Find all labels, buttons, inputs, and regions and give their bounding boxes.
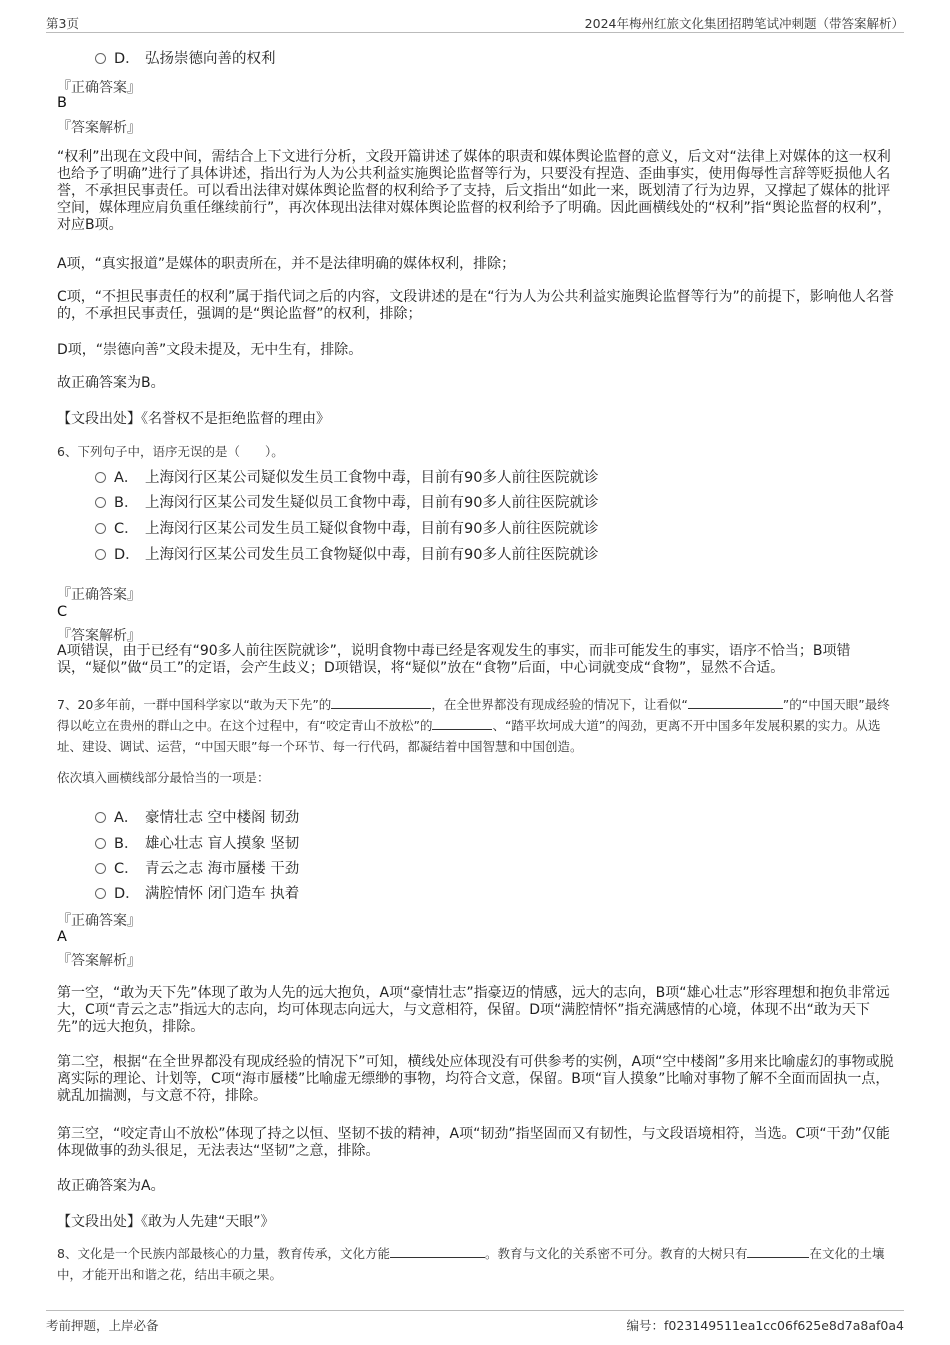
q7-instruction: 依次填入画横线部分最恰当的一项是： [57,770,270,785]
fill-blank [688,696,783,709]
page-header [46,12,904,33]
radio-icon[interactable] [95,812,106,823]
fill-blank [390,1245,485,1258]
fill-blank [747,1245,809,1258]
q6-answer: C [57,604,68,620]
q7-option-a[interactable]: A． 豪情壮志 空中楼阁 韧劲 [95,806,299,827]
q6-analysis-label: 『答案解析』 [57,628,141,644]
page-number: 第3页 [46,16,79,31]
q5-answer: B [57,95,67,111]
radio-icon[interactable] [95,863,106,874]
q7-analysis-para-1: 第一空，“敢为天下先”体现了敢为人先的远大抱负，A项“豪情壮志”指豪迈的情感，远大的志向，B项“雄心壮志”形容理想和抱负非常远大，C项“青云之志”指远大的志向，均可体现志向远大，与文意相符，保留。D项“满腔情怀”指充满感情的心境，体现不出“敢为天下先”的远大抱负，排除。 [57,985,890,1035]
q5-analysis-label: 『答案解析』 [57,120,141,136]
q6-option-b[interactable]: B． 上海闵行区某公司发生疑似员工食物中毒，目前有90多人前往医院就诊 [95,491,598,512]
document-id: 编号：f023149511ea1cc06f625e8d7a8af0a4 [626,1318,904,1333]
footer-slogan: 考前押题，上岸必备 [46,1318,159,1333]
q8-stem: 8、文化是一个民族内部最核心的力量，教育传承，文化方能 。教育与文化的关系密不可分。教育的大树只有 在文化的土壤中，才能开出和谐之花，结出丰硕之果。 [57,1246,885,1282]
radio-icon[interactable] [95,888,106,899]
q5-analysis-para-4: D项，“崇德向善”文段未提及，无中生有，排除。 [57,342,363,358]
q7-analysis-para-3: 第三空，“咬定青山不放松”体现了持之以恒、坚韧不拔的精神，A项“韧劲”指坚固而又有韧性，与文段语境相符，当选。C项“干劲”仅能体现做事的劲头很足，无法表达“坚韧”之意，排除。 [57,1126,890,1159]
q5-conclusion: 故正确答案为B。 [57,375,165,391]
q6-stem: 6、下列句子中，语序无误的是（ ）。 [57,444,284,459]
q7-analysis-label: 『答案解析』 [57,953,141,969]
fill-blank [331,696,431,709]
q7-conclusion: 故正确答案为A。 [57,1178,165,1194]
q7-stem: 7、20多年前，一群中国科学家以“敢为天下先”的 ，在全世界都没有现成经验的情况下，让看似“ ”的“中国天眼”最终得以屹立在贵州的群山之中。在这个过程中，有“咬定青山不放松”的 、“踏平坎坷成大道”的闯劲，更离不开中国多年发展积累的实力。从选址、建设、调试、运营，“中国天眼”每一个环节、每一行代码，都凝结着中国智慧和中国创造。 [57,697,890,754]
q7-answer-label: 『正确答案』 [57,913,141,929]
q5-option-d[interactable]: D． 弘扬崇德向善的权利 [95,47,276,68]
radio-icon[interactable] [95,838,106,849]
q5-source: 【文段出处】《名誉权不是拒绝监督的理由》 [57,411,330,427]
fill-blank [432,717,492,730]
radio-icon[interactable] [95,523,106,534]
q5-analysis-para-2: A项，“真实报道”是媒体的职责所在，并不是法律明确的媒体权利，排除； [57,256,516,272]
q7-option-c[interactable]: C． 青云之志 海市蜃楼 干劲 [95,857,299,878]
q6-option-a[interactable]: A． 上海闵行区某公司疑似发生员工食物中毒，目前有90多人前往医院就诊 [95,466,598,487]
radio-icon[interactable] [95,497,106,508]
q7-source: 【文段出处】《敢为人先建“天眼”》 [57,1214,275,1230]
q7-analysis-para-2: 第二空，根据“在全世界都没有现成经验的情况下”可知，横线处应体现没有可供参考的实例，A项“空中楼阁”多用来比喻虚幻的事物或脱离实际的理论、计划等，C项“海市蜃楼”比喻虚无缥缈的事物，均符合文意，保留。B项“盲人摸象”比喻对事物了解不全面而固执一点，就乱加揣测，与文意不符，排除。 [57,1054,894,1104]
radio-icon[interactable] [95,472,106,483]
q7-option-d[interactable]: D． 满腔情怀 闭门造车 执着 [95,882,299,903]
q5-analysis-para-3: C项，“不担民事责任的权利”属于指代词之后的内容，文段讲述的是在“行为人为公共利益实施舆论监督等行为”的前提下，影响他人名誉的，不承担民事责任，强调的是“舆论监督”的权利，排除； [57,289,894,322]
q6-analysis: A项错误，由于已经有“90多人前往医院就诊”，说明食物中毒已经是客观发生的事实，而非可能发生的事实，语序不恰当；B项错误，“疑似”做“员工”的定语，会产生歧义；D项错误，将“疑似”放在“食物”后面，中心词就变成“食物”，显然不合适。 [57,643,851,676]
document-title: 2024年梅州红旅文化集团招聘笔试冲刺题（带答案解析） [584,16,904,31]
q6-option-d[interactable]: D． 上海闵行区某公司发生员工食物疑似中毒，目前有90多人前往医院就诊 [95,543,598,564]
q7-answer: A [57,929,67,945]
q7-option-b[interactable]: B． 雄心壮志 盲人摸象 坚韧 [95,832,299,853]
q5-answer-label: 『正确答案』 [57,80,141,96]
radio-icon[interactable] [95,53,106,64]
radio-icon[interactable] [95,549,106,560]
q6-answer-label: 『正确答案』 [57,587,141,603]
page-footer [46,1310,904,1333]
q5-analysis-para-1: “权利”出现在文段中间，需结合上下文进行分析，文段开篇讲述了媒体的职责和媒体舆论监督的意义，后文对“法律上对媒体的这一权利也给予了明确”进行了具体讲述，指出行为人为公共利益实施舆论监督等行为，只要没有捏造、歪曲事实，使用侮辱性言辞等贬损他人名誉，不承担民事责任。可以看出法律对媒体舆论监督的权利给予了支持，后文指出“如此一来，既划清了行为边界，又撑起了媒体的批评空间，媒体理应肩负重任继续前行”，再次体现出法律对媒体舆论监督的权利给予了明确。因此画横线处的“权利”指“舆论监督的权利”，对应B项。 [57,149,892,233]
q6-option-c[interactable]: C． 上海闵行区某公司发生员工疑似食物中毒，目前有90多人前往医院就诊 [95,517,598,538]
